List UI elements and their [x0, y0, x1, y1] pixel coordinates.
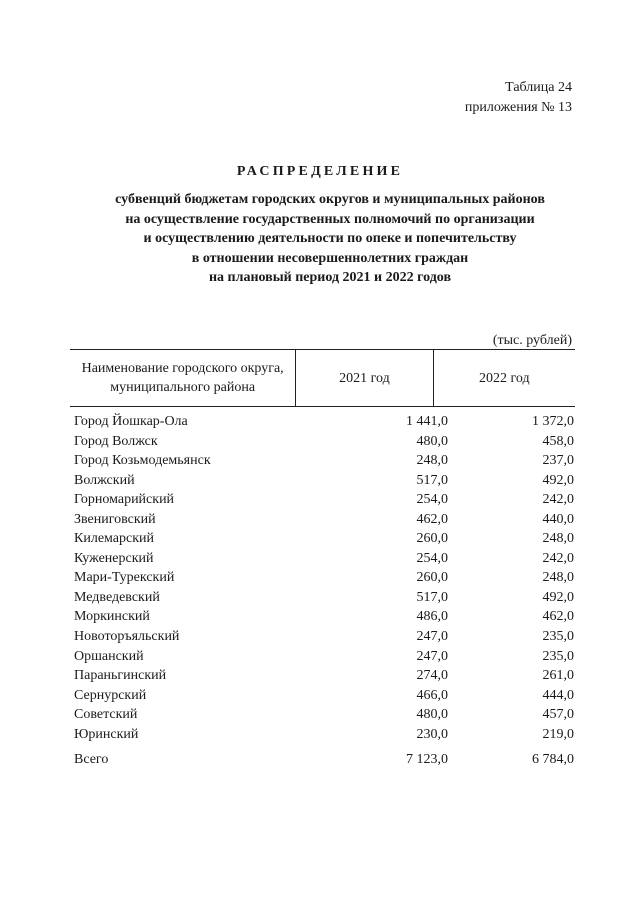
row-value-2021: 274,0: [416, 668, 448, 684]
row-name: Звениговский: [74, 511, 156, 527]
row-name: Сернурский: [74, 687, 147, 703]
row-value-2021: 254,0: [416, 550, 448, 566]
row-name: Волжский: [74, 472, 135, 488]
table-row: [74, 627, 574, 647]
row-name: Медведевский: [74, 589, 160, 605]
table-number: Таблица 24: [505, 80, 572, 95]
row-value-2022: 248,0: [542, 531, 574, 547]
row-value-2022: 242,0: [542, 550, 574, 566]
row-value-2022: 462,0: [542, 609, 574, 625]
table-row: [74, 725, 574, 745]
row-value-2022: 261,0: [542, 668, 574, 684]
row-name: Советский: [74, 707, 138, 723]
row-value-2021: 517,0: [416, 589, 448, 605]
table-row: [74, 666, 574, 686]
row-name: Оршанский: [74, 648, 144, 664]
row-value-2022: 458,0: [542, 433, 574, 449]
row-value-2021: 254,0: [416, 492, 448, 508]
table-row: [74, 471, 574, 491]
table-row: [74, 529, 574, 549]
row-name: Горномарийский: [74, 492, 175, 508]
table-row: [74, 705, 574, 725]
table-row: [74, 510, 574, 530]
row-value-2021: 462,0: [416, 511, 448, 527]
row-name: Параньгинский: [74, 668, 167, 684]
document-title: РАСПРЕДЕЛЕНИЕ: [236, 164, 404, 179]
column-header-2021: 2021 год: [296, 350, 433, 407]
row-value-2022: 237,0: [542, 453, 574, 469]
subtitle-line: на плановый период 2021 и 2022 годов: [208, 270, 452, 285]
row-name: Город Йошкар-Ола: [74, 414, 188, 429]
row-value-2021: 486,0: [416, 609, 448, 625]
table-row: [74, 451, 574, 471]
row-name: Килемарский: [74, 531, 155, 547]
total-2022: 6 784,0: [532, 752, 574, 767]
row-value-2022: 235,0: [542, 648, 574, 664]
table-row: [74, 588, 574, 608]
table-row: [74, 549, 574, 569]
row-value-2022: 440,0: [542, 511, 574, 527]
total-2021: 7 123,0: [406, 752, 448, 767]
document-subtitle: [60, 190, 600, 288]
table-row: [74, 647, 574, 667]
row-value-2021: 260,0: [416, 570, 448, 586]
column-header-name: Наименование городского округа, муниципального района: [70, 350, 296, 407]
row-value-2021: 230,0: [416, 726, 448, 742]
row-value-2022: 219,0: [542, 726, 574, 742]
row-value-2022: 235,0: [542, 629, 574, 645]
row-value-2021: 260,0: [416, 531, 448, 547]
row-name: Юринский: [74, 726, 139, 742]
subtitle-line: на осуществление государственных полномочий по организации: [125, 211, 535, 227]
table-row: [74, 607, 574, 627]
table-header: [70, 349, 575, 407]
row-name: Мари-Турекский: [74, 570, 175, 586]
row-value-2021: 466,0: [416, 687, 448, 703]
table-row: [74, 432, 574, 452]
total-label: Всего: [74, 752, 109, 767]
row-name: Куженерский: [74, 550, 154, 566]
units-label: (тыс. рублей): [492, 333, 572, 348]
row-value-2021: 480,0: [416, 707, 448, 723]
row-value-2021: 247,0: [416, 648, 448, 664]
row-value-2021: 247,0: [416, 629, 448, 645]
row-value-2022: 444,0: [542, 687, 574, 703]
table-body: [74, 412, 574, 744]
row-value-2022: 242,0: [542, 492, 574, 508]
row-value-2022: 457,0: [542, 707, 574, 723]
column-header-2022: 2022 год: [433, 350, 575, 407]
subtitle-line: в отношении несовершеннолетних граждан: [191, 250, 469, 266]
table-row: [74, 568, 574, 588]
row-value-2021: 517,0: [416, 472, 448, 488]
appendix-number: приложения № 13: [464, 100, 572, 115]
table-row: [74, 490, 574, 510]
row-name: Моркинский: [74, 609, 150, 625]
table-reference: [465, 78, 572, 118]
table-row: [74, 412, 574, 432]
row-value-2022: 492,0: [542, 589, 574, 605]
subtitle-line: и осуществлению деятельности по опеке и попечительству: [143, 231, 517, 246]
row-value-2022: 492,0: [542, 472, 574, 488]
row-value-2022: 1 372,0: [532, 414, 574, 429]
row-value-2022: 248,0: [542, 570, 574, 586]
row-name: Город Козьмодемьянск: [74, 453, 211, 469]
subtitle-line: субвенций бюджетам городских округов и муниципальных районов: [115, 192, 545, 207]
table-row: [74, 686, 574, 706]
row-value-2021: 248,0: [416, 453, 448, 469]
row-name: Город Волжск: [74, 433, 158, 449]
row-value-2021: 480,0: [416, 433, 448, 449]
row-name: Новоторъяльский: [74, 629, 180, 645]
row-value-2021: 1 441,0: [406, 414, 448, 429]
total-row: [74, 750, 574, 770]
